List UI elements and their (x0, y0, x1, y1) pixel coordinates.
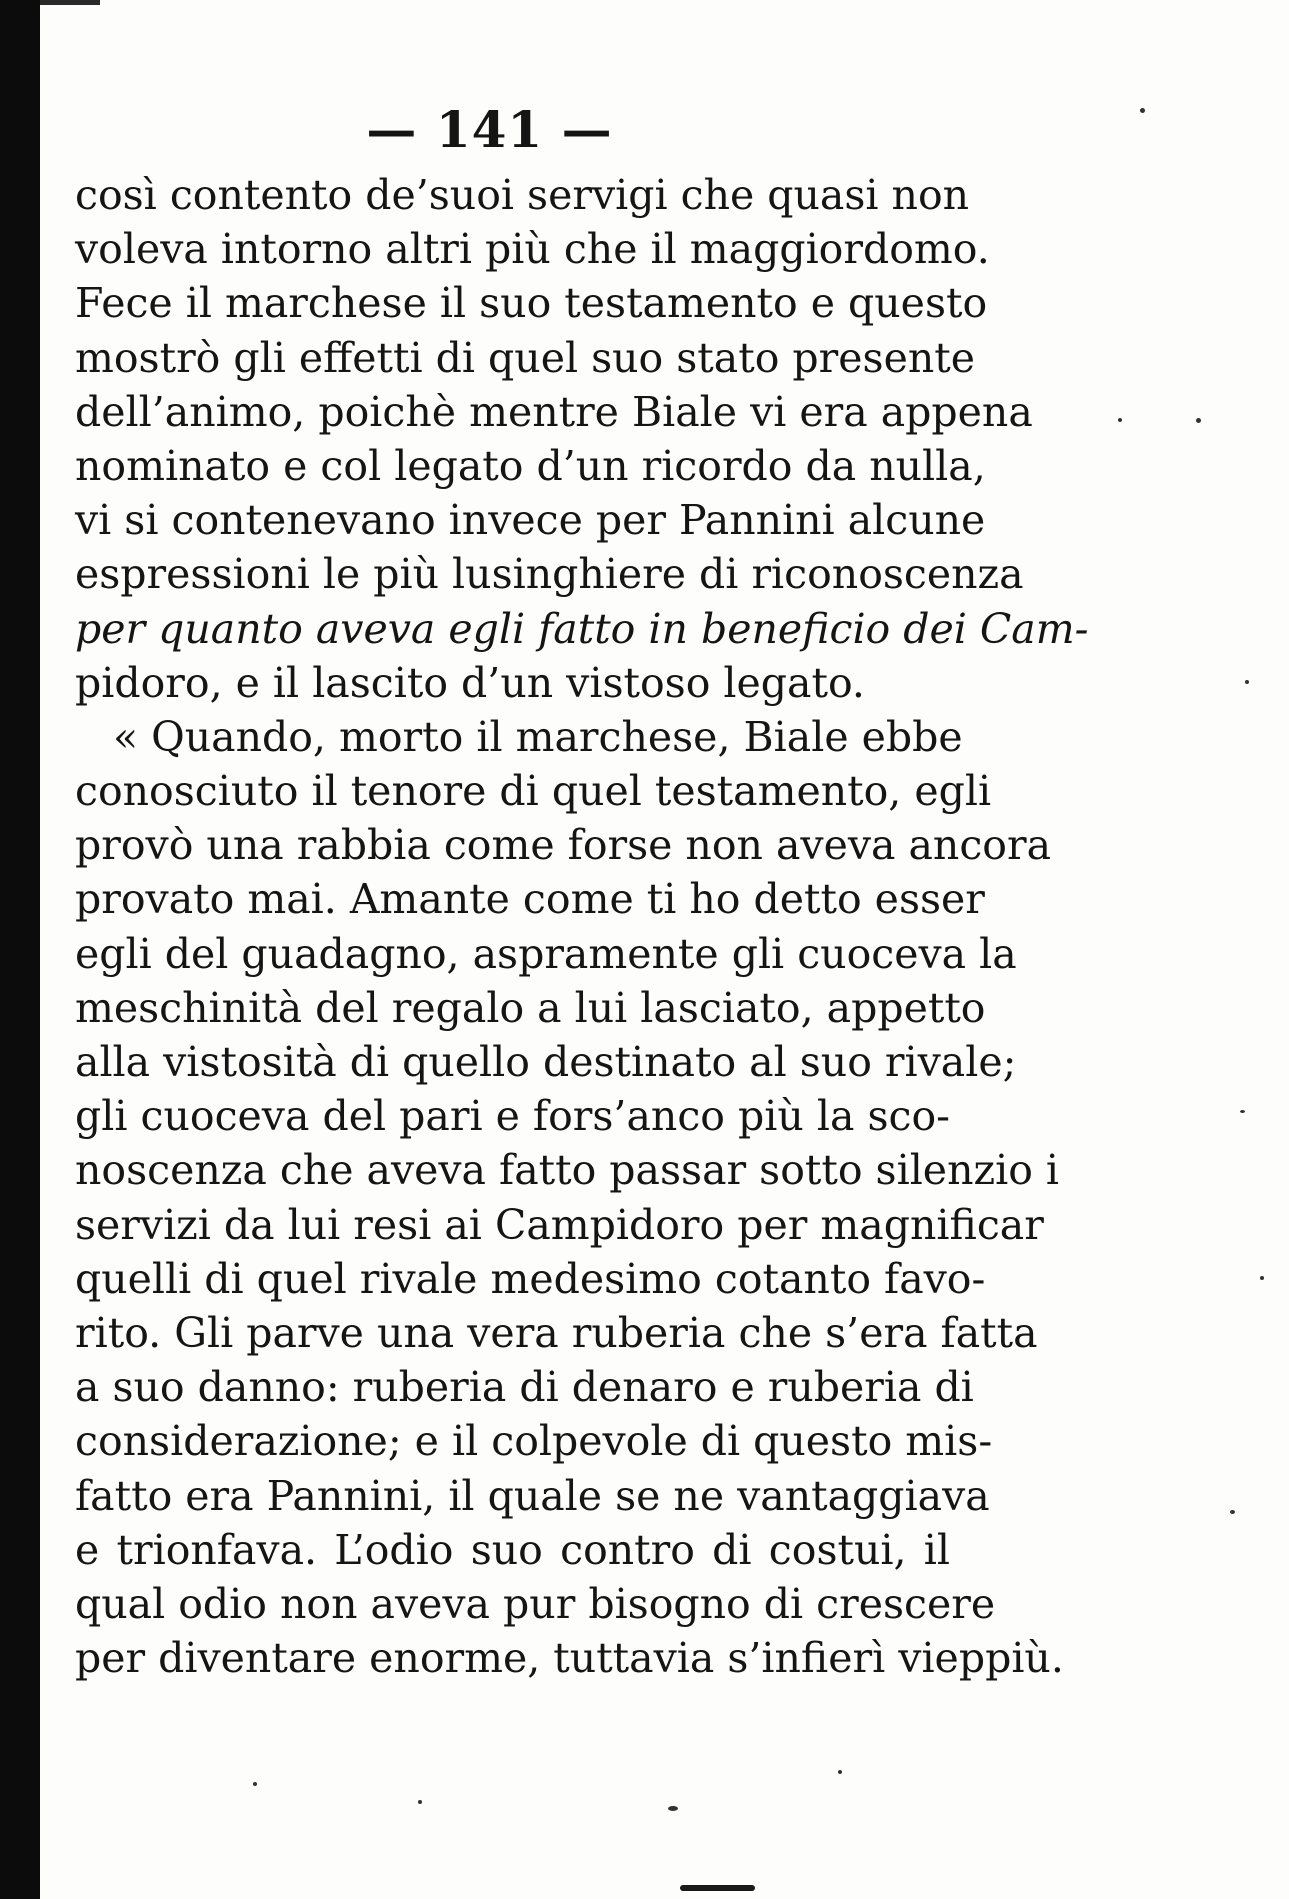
scan-speck (1240, 1110, 1245, 1113)
text-line: dell’animo, poichè mentre Biale vi era appena (75, 387, 1033, 436)
scan-speck (253, 1782, 257, 1786)
text-line: pidoro, e il lascito d’un vistoso legato. (75, 658, 865, 707)
text-line: quelli di quel rivale medesimo cotanto favo- (75, 1254, 986, 1303)
text-line: provò una rabbia come forse non aveva ancora (75, 821, 1052, 870)
text-line: meschinità del regalo a lui lasciato, appetto (75, 983, 986, 1032)
scan-speck (1196, 418, 1201, 423)
text-line: considerazione; e il colpevole di questo mis- (75, 1417, 993, 1466)
scan-speck (1118, 418, 1122, 422)
text-line: così contento de’suoi servigi che quasi non (75, 171, 970, 219)
text-line: Fece il marchese il suo testamento e questo (75, 279, 988, 328)
text-line: fatto era Pannini, il quale se ne vantaggiava (75, 1471, 990, 1520)
italic-text: per quanto aveva egli fatto in beneficio dei Cam- (75, 604, 1089, 653)
text-line: espressioni le più lusinghiere di riconoscenza (75, 550, 1024, 599)
text-line: conosciuto il tenore di quel testamento, egli (75, 767, 992, 816)
binding-shadow (0, 0, 40, 1899)
page-number: — 141 — (366, 100, 613, 159)
text-line: servizi da lui resi ai Campidoro per magnificar (75, 1200, 1044, 1249)
text-line: egli del guadagno, aspramente gli cuoceva la (75, 929, 1017, 978)
text-line: mostrò gli effetti di quel suo stato presente (75, 333, 975, 382)
text-line: provato mai. Amante come ti ho detto esser (75, 875, 985, 924)
text-line: gli cuoceva del pari e fors’anco più la sco- (75, 1092, 950, 1141)
text-line: alla vistosità di quello destinato al suo rivale; (75, 1038, 1017, 1086)
text-line: a suo danno: ruberia di denaro e ruberia di (75, 1363, 974, 1412)
scan-speck (838, 1770, 842, 1774)
scan-speck (1260, 1276, 1264, 1280)
scan-speck (1140, 108, 1145, 113)
scan-speck (668, 1806, 678, 1811)
body-text (75, 168, 1089, 1685)
text-line: noscenza che aveva fatto passar sotto silenzio i (75, 1146, 1060, 1195)
text-line: nominato e col legato d’un ricordo da nulla, (75, 441, 986, 490)
text-line: rito. Gli parve una vera ruberia che s’era fatta (75, 1308, 1038, 1357)
text-line: « Quando, morto il marchese, Biale ebbe (113, 712, 963, 761)
text-line: qual odio non aveva pur bisogno di crescere (75, 1579, 996, 1628)
text-line-italic (75, 602, 1089, 656)
page-edge-mark (40, 0, 100, 5)
scan-speck (418, 1800, 422, 1804)
text-line: per diventare enorme, tuttavia s’infierì vieppiù. (75, 1634, 1064, 1683)
text-line: e trionfava. L’odio suo contro di costui, il (75, 1525, 950, 1574)
text-line: voleva intorno altri più che il maggiordomo. (75, 225, 990, 274)
scan-speck (1230, 1510, 1235, 1514)
text-line: vi si contenevano invece per Pannini alcune (75, 496, 986, 545)
scan-speck (1245, 680, 1249, 684)
bottom-ink-mark (680, 1885, 755, 1891)
